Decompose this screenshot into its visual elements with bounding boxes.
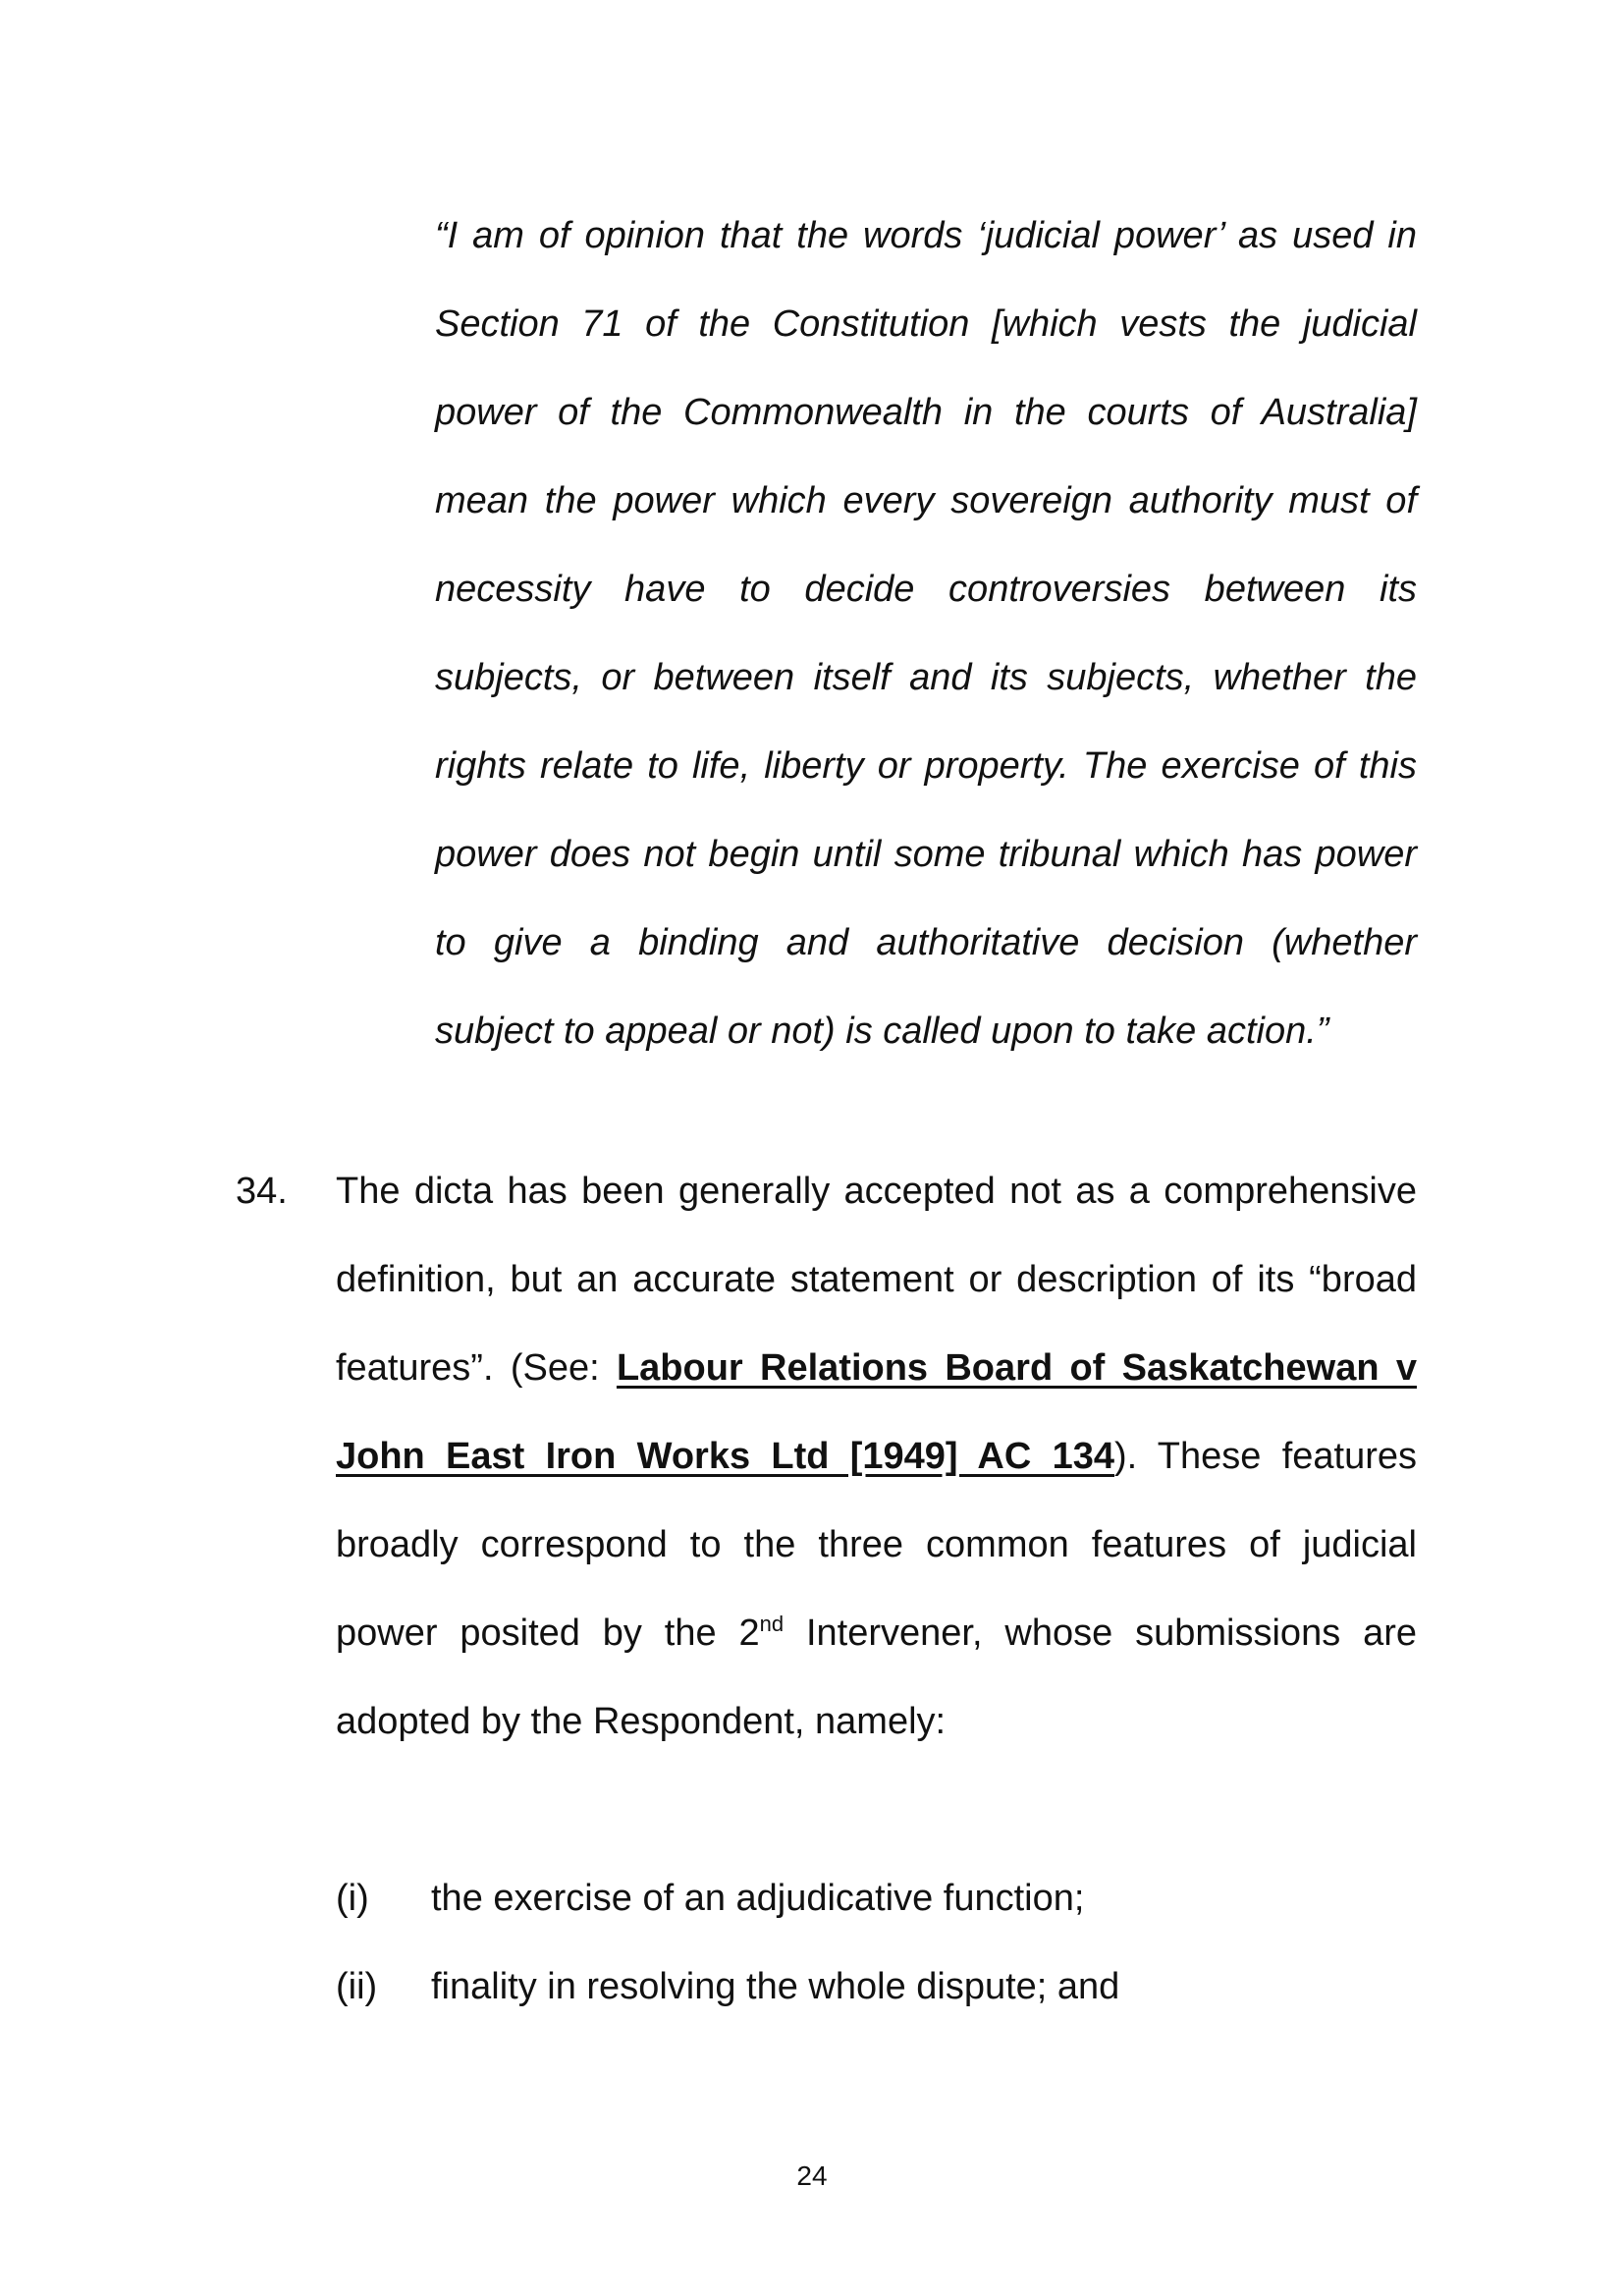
features-list: [336, 1854, 1416, 2031]
paragraph-number: 34.: [236, 1171, 288, 1212]
list-item-text: finality in resolving the whole dispute; and: [431, 1966, 1120, 2007]
ordinal-superscript: nd: [759, 1612, 785, 1636]
case-citation: Labour Relations Board of Saskatchewan v John East Iron Works Ltd [1949] AC 134: [336, 1347, 1417, 1477]
quote-text-part-2: The exercise of this power does not begin until some tribunal which has power to give a binding and authoritative decision (whether subject to appeal or not) is called upon to take action.”: [435, 745, 1417, 1052]
list-item: [336, 1854, 1416, 1942]
quote-text-part-1: “I am of opinion that the words ‘judicial power’ as used in Section 71 of the Constitution [which vests the judicial power of the Commonwealth in the courts of Australia] mean the power which every sovereign authority must of necessity have to decide controversies between its subjects, or between itself and its subjects, whether the rights relate to life, liberty or property.: [435, 215, 1417, 787]
block-quote: [435, 191, 1417, 1075]
list-item-text: the exercise of an adjudicative function;: [431, 1878, 1085, 1919]
paragraph-body: [336, 1147, 1417, 1766]
paragraph-text-before-case: The dicta has been generally accepted not as a comprehensive definition, but an accurate statement or description of its “broad features”. (See:: [336, 1171, 1417, 1389]
list-marker: (i): [336, 1878, 369, 1919]
page-number: 24: [796, 2160, 828, 2191]
list-marker: (ii): [336, 1966, 378, 2007]
list-item: [336, 1942, 1416, 2031]
paragraph-text-end: Intervener, whose submissions are adopted by the Respondent, namely:: [336, 1613, 1417, 1742]
paragraph-text-after-case: ). These features broadly correspond to the three common features of judicial power posited by the 2: [336, 1436, 1417, 1654]
